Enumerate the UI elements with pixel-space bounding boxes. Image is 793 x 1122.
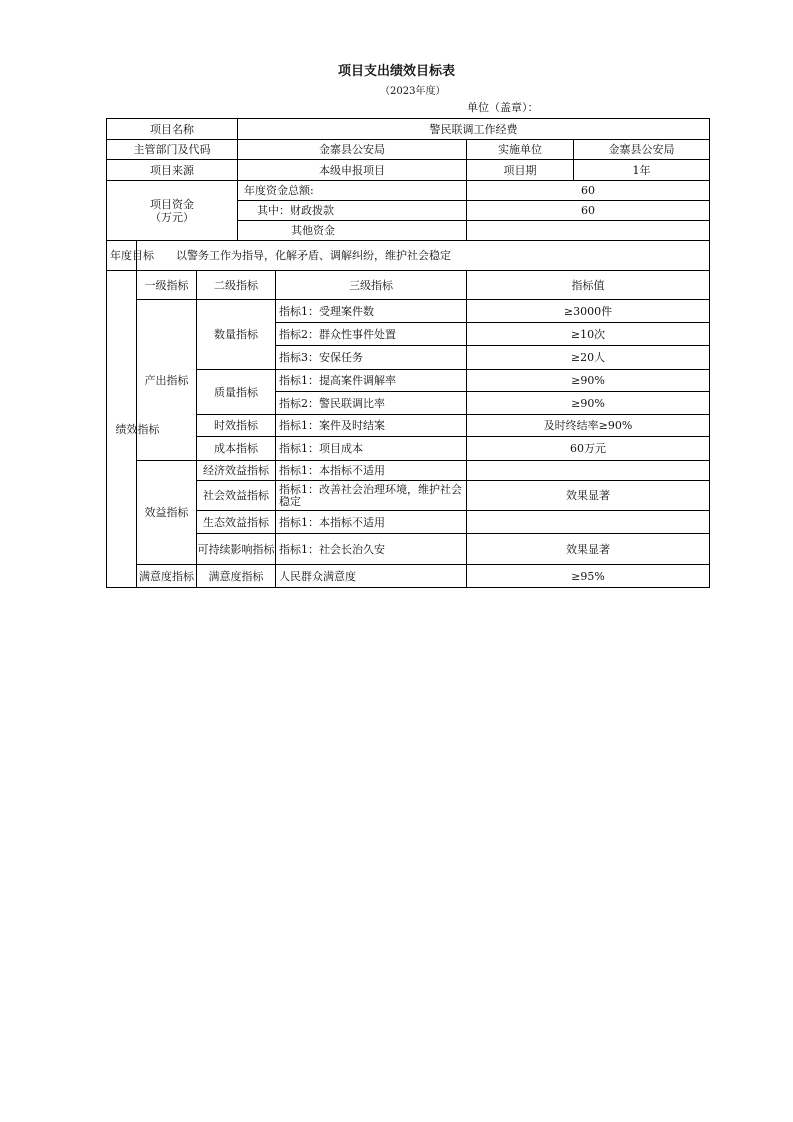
indicator-value: ≥3000件 [467,300,710,323]
indicator-row [107,461,710,481]
implementing-unit-label: 实施单位 [467,140,574,160]
implementing-unit-value: 金寨县公安局 [574,140,710,160]
indicator-row [107,565,710,588]
indicator-name: 指标1：社会长治久安 [276,534,467,565]
level1-benefit-indicators: 效益指标 [137,461,197,565]
funds-label-line2: （万元） [150,210,194,224]
indicator-name: 指标2：群众性事件处置 [276,323,467,346]
indicator-name: 指标1：案件及时结案 [276,415,467,437]
indicator-name: 指标1：本指标不适用 [276,511,467,534]
header-value: 指标值 [467,271,710,300]
indicator-value: ≥90% [467,370,710,392]
indicator-row [107,481,710,511]
project-source-label: 项目来源 [107,160,238,181]
fiscal-allocation-value: 60 [467,201,710,221]
indicator-row [107,437,710,461]
department-value: 金寨县公安局 [238,140,467,160]
indicator-value: 效果显著 [467,534,710,565]
performance-target-table [106,118,710,588]
annual-total-funds-value: 60 [467,181,710,201]
indicator-value: 及时终结率≥90% [467,415,710,437]
level2-economic-benefit: 经济效益指标 [197,461,276,481]
table-row [107,241,710,271]
project-name-value: 警民联调工作经费 [238,119,710,140]
indicator-value [467,511,710,534]
header-level3: 三级指标 [276,271,467,300]
fiscal-allocation-label: 其中：财政拨款 [238,201,467,221]
level2-ecological-benefit: 生态效益指标 [197,511,276,534]
level1-output-indicators: 产出指标 [137,300,197,461]
indicator-row [107,300,710,323]
performance-indicators-label-cell [107,271,160,588]
table-row [107,140,710,160]
header-level1: 一级指标 [137,271,197,300]
department-label: 主管部门及代码 [107,140,238,160]
indicator-value: 效果显著 [467,481,710,511]
funds-label-line1: 项目资金 [150,197,194,211]
indicator-row [107,415,710,437]
other-funds-value [467,221,710,241]
level2-cost-indicators: 成本指标 [197,437,276,461]
table-row [107,160,710,181]
level2-social-benefit: 社会效益指标 [197,481,276,511]
annual-goal-text: 以警务工作为指导，化解矛盾、调解纠纷，维护社会稳定 [137,241,710,271]
level2-timeliness-indicators: 时效指标 [197,415,276,437]
indicator-name: 指标1：受理案件数 [276,300,467,323]
year-subtitle: （2023年度） [380,86,446,97]
indicator-name: 指标1：本指标不适用 [276,461,467,481]
project-period-label: 项目期 [467,160,574,181]
page-title: 项目支出绩效目标表 [337,64,455,79]
table-row [107,181,710,201]
indicator-value: ≥10次 [467,323,710,346]
indicator-name: 指标1：改善社会治理环境，维护社会稳定 [276,481,467,511]
project-funds-label [107,181,238,241]
table-row [107,119,710,140]
indicator-name: 指标2：警民联调比率 [276,392,467,415]
header-level2: 二级指标 [197,271,276,300]
project-source-value: 本级申报项目 [238,160,467,181]
indicator-name: 指标3：安保任务 [276,346,467,370]
indicator-value [467,461,710,481]
annual-total-funds-label: 年度资金总额: [238,181,467,201]
table-row [107,271,710,300]
indicator-row [107,511,710,534]
annual-goal-label-cell [107,241,154,271]
indicator-value: ≥20人 [467,346,710,370]
level2-quantity-indicators: 数量指标 [197,300,276,370]
level2-sustainable-impact: 可持续影响指标 [197,534,276,565]
level2-quality-indicators: 质量指标 [197,370,276,415]
indicator-row [107,534,710,565]
indicator-name: 指标1：项目成本 [276,437,467,461]
indicator-row [107,370,710,392]
level1-satisfaction-indicators: 满意度指标 [137,565,197,588]
project-name-label: 项目名称 [107,119,238,140]
indicator-value: ≥95% [467,565,710,588]
level2-satisfaction-indicators: 满意度指标 [197,565,276,588]
annual-goal-label: 年度目标 [110,248,154,262]
project-period-value: 1年 [574,160,710,181]
unit-stamp-label: 单位（盖章）： [467,101,539,114]
other-funds-label: 其他资金 [238,221,467,241]
indicator-name: 人民群众满意度 [276,565,467,588]
indicator-value: ≥90% [467,392,710,415]
indicator-value: 60万元 [467,437,710,461]
performance-indicators-label: 绩效指标 [115,422,160,436]
indicator-name: 指标1：提高案件调解率 [276,370,467,392]
